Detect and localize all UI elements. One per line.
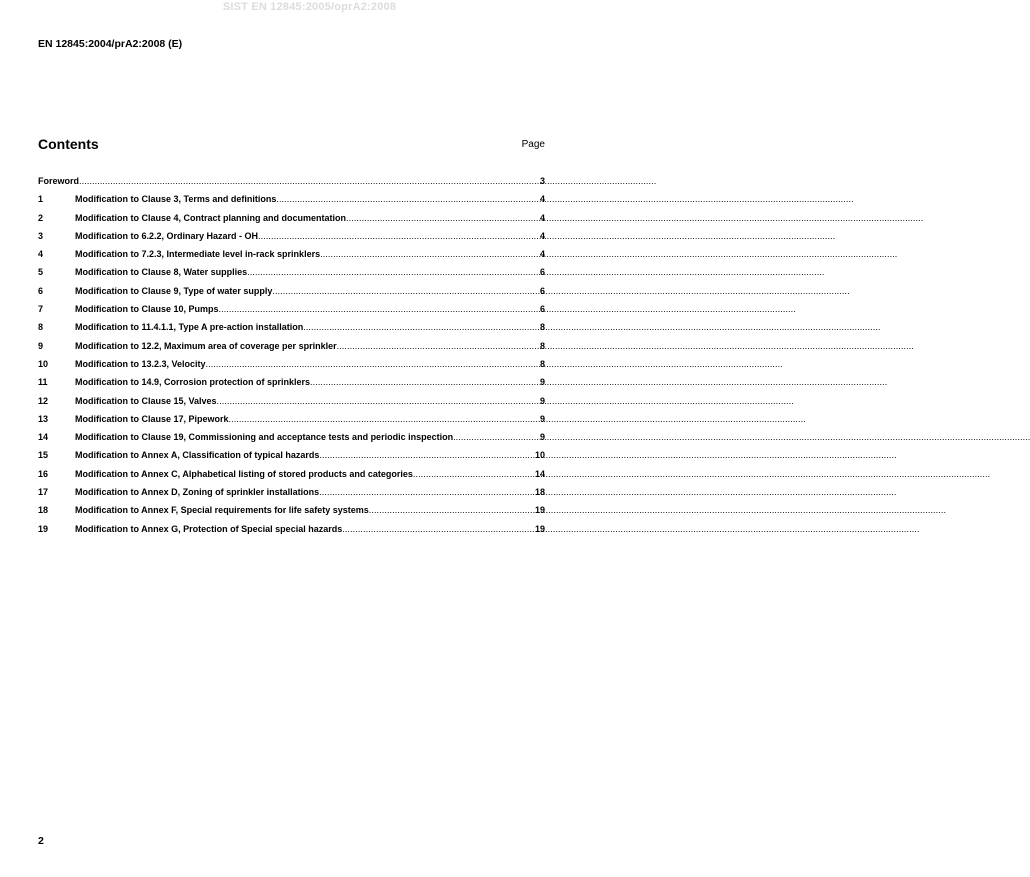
toc-entry-title: Modification to Clause 4, Contract planning and documentation bbox=[75, 212, 347, 223]
toc-entry[interactable] bbox=[38, 266, 545, 284]
toc-entry-number: 19 bbox=[38, 523, 49, 534]
toc-entry-page: 9 bbox=[539, 377, 545, 388]
toc-entry-title: Modification to Clause 15, Valves bbox=[75, 395, 217, 406]
toc-entry[interactable] bbox=[38, 285, 545, 303]
toc-entry-title: Modification to Annex A, Classification of typical hazards bbox=[75, 450, 320, 461]
toc-entry-number: 10 bbox=[38, 358, 49, 369]
toc-leader-dots bbox=[346, 212, 540, 224]
toc-entry-title: Modification to Clause 10, Pumps bbox=[75, 304, 219, 315]
toc-leader-dots bbox=[319, 449, 535, 461]
toc-entry-title: Foreword bbox=[38, 176, 80, 186]
toc-leader-dots bbox=[413, 468, 535, 480]
toc-entries bbox=[38, 193, 545, 541]
toc-entry-page: 4 bbox=[539, 194, 545, 205]
toc-entry-page: 8 bbox=[539, 358, 545, 369]
toc-entry[interactable] bbox=[38, 248, 545, 266]
toc-entry-title: Modification to Annex F, Special requirements for life safety systems bbox=[75, 505, 369, 516]
toc-entry-title: Modification to 13.2.3, Velocity bbox=[75, 358, 206, 369]
toc-entry-page: 4 bbox=[539, 212, 545, 223]
toc-entry-number: 6 bbox=[38, 285, 44, 296]
toc-entry-number: 9 bbox=[38, 340, 44, 351]
toc-entry[interactable] bbox=[38, 395, 545, 413]
toc-entry-number: 13 bbox=[38, 413, 49, 424]
toc-entry-title: Modification to 6.2.2, Ordinary Hazard - OH bbox=[75, 230, 259, 241]
toc-entry-page: 4 bbox=[539, 249, 545, 260]
toc-entry-page: 9 bbox=[539, 395, 545, 406]
contents-title: Contents bbox=[38, 136, 99, 152]
toc-entry-title: Modification to Annex C, Alphabetical listing of stored products and categories bbox=[75, 468, 413, 479]
toc-entry-page: 8 bbox=[539, 322, 545, 333]
toc-leader-dots bbox=[310, 376, 540, 388]
toc-entry[interactable] bbox=[38, 431, 545, 449]
toc-entry[interactable] bbox=[38, 212, 545, 230]
toc-entry[interactable] bbox=[38, 376, 545, 394]
toc-entry-number: 5 bbox=[38, 267, 44, 278]
toc-entry-number: 7 bbox=[38, 304, 44, 315]
toc-entry[interactable] bbox=[38, 193, 545, 211]
toc-entry-page: 9 bbox=[539, 432, 545, 443]
toc-entry-page: 4 bbox=[539, 230, 545, 241]
toc-entry-number: 1 bbox=[38, 194, 44, 205]
toc-leader-dots bbox=[369, 504, 535, 516]
toc-entry[interactable] bbox=[38, 486, 545, 504]
toc-entry-number: 8 bbox=[38, 322, 44, 333]
toc-leader-dots bbox=[319, 486, 535, 498]
toc-entry-title: Modification to Clause 19, Commissioning and acceptance tests and periodic inspection bbox=[75, 432, 454, 443]
toc-leader-dots bbox=[272, 285, 540, 297]
toc-entry-page: 6 bbox=[539, 267, 545, 278]
toc-entry[interactable] bbox=[38, 468, 545, 486]
toc-entry-title: Modification to Clause 8, Water supplies bbox=[75, 267, 248, 278]
watermark: SIST EN 12845:2005/oprA2:2008 bbox=[222, 1, 397, 13]
footer-page-number: 2 bbox=[38, 835, 44, 847]
toc-leader-dots bbox=[219, 303, 540, 315]
toc-entry[interactable] bbox=[38, 523, 545, 541]
toc-entry-number: 12 bbox=[38, 395, 49, 406]
toc-entry-page: 19 bbox=[534, 523, 545, 534]
toc-entry-number: 2 bbox=[38, 212, 44, 223]
toc-leader-dots bbox=[247, 266, 540, 278]
toc-entry-number: 18 bbox=[38, 505, 49, 516]
toc-entry[interactable] bbox=[38, 504, 545, 522]
toc-leader-dots bbox=[217, 395, 540, 407]
toc-entry-page: 18 bbox=[534, 487, 545, 498]
toc-entry-foreword[interactable] bbox=[38, 175, 545, 193]
toc-entry-title: Modification to 7.2.3, Intermediate level in-rack sprinklers bbox=[75, 249, 321, 260]
toc-leader-dots bbox=[229, 413, 540, 425]
toc-entry[interactable] bbox=[38, 303, 545, 321]
toc-entry-page: 6 bbox=[539, 285, 545, 296]
toc-entry-title: Modification to 12.2, Maximum area of coverage per sprinkler bbox=[75, 340, 337, 351]
toc-entry-number: 15 bbox=[38, 450, 49, 461]
toc-entry[interactable] bbox=[38, 340, 545, 358]
toc-leader-dots bbox=[337, 340, 540, 352]
toc-leader-dots bbox=[79, 175, 540, 187]
toc-leader-dots bbox=[320, 248, 540, 260]
toc-leader-dots bbox=[276, 193, 540, 205]
toc-leader-dots bbox=[206, 358, 540, 370]
toc-entry-title: Modification to 11.4.1.1, Type A pre-action installation bbox=[75, 322, 304, 333]
toc-entry-number: 11 bbox=[38, 377, 48, 388]
toc-entry[interactable] bbox=[38, 413, 545, 431]
page-column-label: Page bbox=[521, 139, 545, 150]
toc-entry-page: 6 bbox=[539, 304, 545, 315]
toc-entry[interactable] bbox=[38, 358, 545, 376]
toc-entry-title: Modification to 14.9, Corrosion protection of sprinklers bbox=[75, 377, 311, 388]
toc-leader-dots bbox=[303, 321, 540, 333]
toc-entry[interactable] bbox=[38, 321, 545, 339]
toc-entry-title: Modification to Clause 9, Type of water supply bbox=[75, 285, 273, 296]
toc-entry-title: Modification to Annex G, Protection of Special special hazards bbox=[75, 523, 343, 534]
toc-entry-number: 14 bbox=[38, 432, 49, 443]
document-id: EN 12845:2004/prA2:2008 (E) bbox=[38, 38, 183, 50]
toc-leader-dots bbox=[342, 523, 535, 535]
toc-entry-page: 10 bbox=[534, 450, 545, 461]
toc-entry[interactable] bbox=[38, 449, 545, 467]
toc-entry-page: 19 bbox=[534, 505, 545, 516]
toc-entry-number: 17 bbox=[38, 487, 49, 498]
toc-entry-title: Modification to Clause 17, Pipework bbox=[75, 413, 229, 424]
toc-entry-page: 14 bbox=[534, 468, 545, 479]
toc-entry-number: 16 bbox=[38, 468, 49, 479]
toc-leader-dots bbox=[453, 431, 540, 443]
toc-entry[interactable] bbox=[38, 230, 545, 248]
toc-entry-title: Modification to Clause 3, Terms and definitions bbox=[75, 194, 277, 205]
toc-entry-page: 9 bbox=[539, 413, 545, 424]
toc-entry-page: 8 bbox=[539, 340, 545, 351]
toc-entry-number: 4 bbox=[38, 249, 44, 260]
toc-entry-title: Modification to Annex D, Zoning of sprinkler installations bbox=[75, 487, 320, 498]
toc-entry-page: 3 bbox=[539, 176, 545, 186]
toc-entry-number: 3 bbox=[38, 230, 44, 241]
toc-leader-dots bbox=[258, 230, 540, 242]
table-of-contents bbox=[38, 175, 545, 541]
